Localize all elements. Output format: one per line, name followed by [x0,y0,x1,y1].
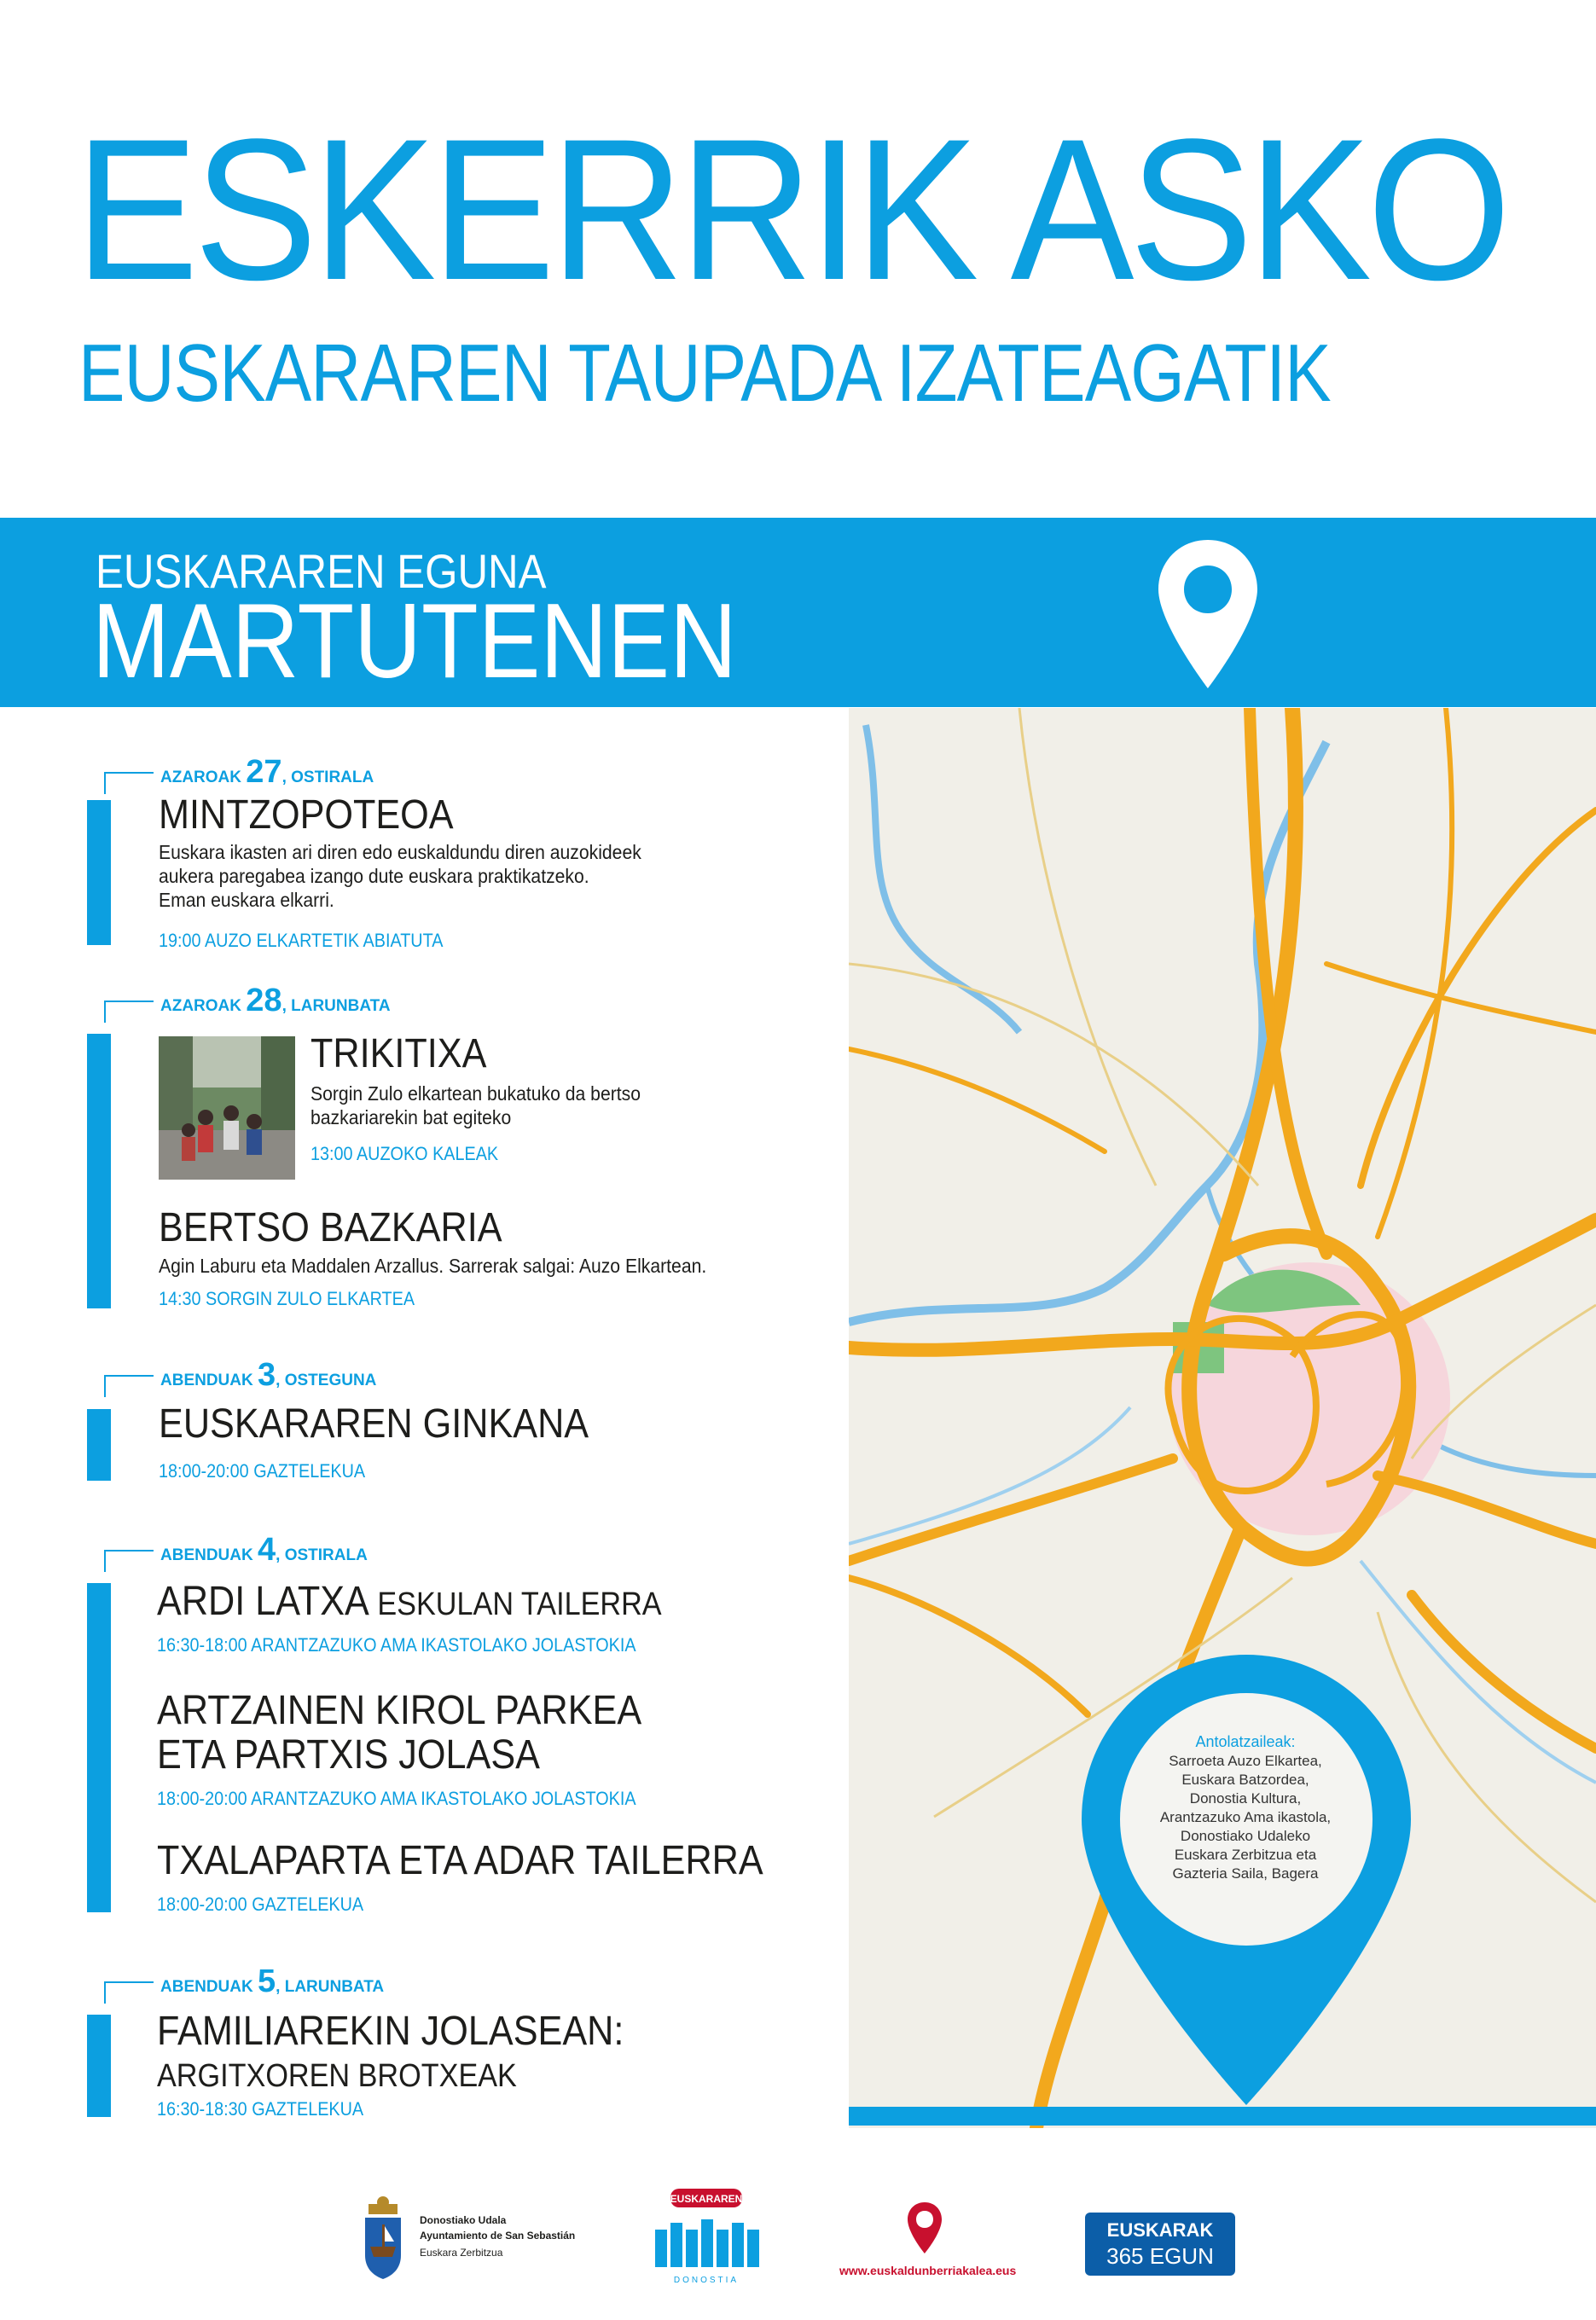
date-weekday: , LARUNBATA [281,997,391,1015]
location-pin-icon [906,2201,943,2255]
organizer-line: Arantzazuko Ama ikastola, [1159,1809,1332,1825]
website-logo [839,2201,1019,2286]
event-title: TRIKITIXA [310,1031,487,1076]
date-day: 3 [258,1357,276,1393]
event-time: 18:00-20:00 ARANTZAZUKO AMA IKASTOLAKO JOLASTOKIA [157,1788,636,1809]
logo-top-text: EUSKARAREN [670,2193,743,2205]
date-weekday: , OSTIRALA [281,768,374,786]
poster-title: ESKERRIK ASKO [75,97,1506,322]
event-time: 14:30 SORGIN ZULO ELKARTEA [159,1288,415,1309]
date-month: ABENDUAK [160,1978,253,1996]
euskarak-365-egun-badge [1085,2213,1235,2276]
event-time: 19:00 AUZO ELKARTETIK ABIATUTA [159,930,444,951]
event-date [160,983,391,1019]
badge-line-2: 365 EGUN [1106,2243,1214,2269]
trikitixa-photo [159,1036,295,1180]
event-bar [87,1409,111,1481]
council-name-eu: Donostiako Udala [420,2214,507,2226]
event-bar [87,1583,111,1912]
event-description-line: aukera paregabea izango dute euskara praktikatzeko. [159,865,589,887]
event-bar [87,1034,111,1308]
date-bracket [104,1981,154,2004]
event-banner [0,518,1596,707]
organizer-line: Gazteria Saila, Bagera [1172,1865,1319,1882]
date-day: 4 [258,1532,276,1568]
organizer-line: Euskara Batzordea, [1181,1772,1309,1788]
council-name-es: Ayuntamiento de San Sebastián [420,2230,576,2242]
date-bracket [104,1000,154,1023]
organizers-block [1126,1731,1365,1883]
council-logo [358,2195,580,2281]
event-time: 16:30-18:00 ARANTZAZUKO AMA IKASTOLAKO JOLASTOKIA [157,1634,636,1656]
organizer-line: Donostia Kultura, [1189,1790,1302,1807]
date-bracket [104,1375,154,1397]
event-time: 16:30-18:30 GAZTELEKUA [157,2098,364,2120]
council-service: Euskara Zerbitzua [420,2247,503,2259]
event-title [157,1580,662,1627]
event-title-suffix: ESKULAN TAILERRA [369,1586,662,1622]
event-description-line: Sorgin Zulo elkartean bukatuko da bertso [310,1082,641,1105]
date-weekday: , OSTIRALA [276,1546,368,1564]
event-description-line: Eman euskara elkarri. [159,889,334,911]
date-weekday: , LARUNBATA [276,1978,385,1996]
date-day: 5 [258,1963,276,1999]
map-bottom-border [849,2107,1596,2126]
event-date [160,1532,368,1569]
date-bracket [104,1550,154,1572]
date-day: 28 [246,983,282,1018]
event-description-line: bazkariarekin bat egiteko [310,1106,512,1128]
event-bar [87,2015,111,2117]
coat-of-arms-icon [358,2195,408,2281]
banner-line-1: EUSKARAREN EGUNA [96,544,547,598]
event-title: ARTZAINEN KIROL PARKEA [157,1688,642,1733]
date-weekday: , OSTEGUNA [276,1372,377,1389]
organizer-line: Euskara Zerbitzua eta [1174,1847,1317,1863]
website-url: www.euskaldunberriakalea.eus [839,2264,1017,2277]
organizer-line: Sarroeta Auzo Elkartea, [1169,1753,1322,1769]
euskararen-donostia-logo [647,2185,766,2288]
poster-subtitle: EUSKARAREN TAUPADA IZATEAGATIK [78,328,1331,419]
logo-bottom-text: DONOSTIA [673,2276,740,2285]
event-date [160,1963,384,2000]
date-month: ABENDUAK [160,1372,253,1389]
event-description-line: Euskara ikasten ari diren edo euskaldundu diren auzokideek [159,841,641,863]
footer-logos [0,2184,1596,2294]
event-title-line-2: ETA PARTXIS JOLASA [157,1732,540,1778]
event-title: TXALAPARTA ETA ADAR TAILERRA [157,1838,763,1883]
date-month: AZAROAK [160,997,241,1015]
organizers-label: Antolatzaileak: [1195,1733,1296,1750]
event-time: 18:00-20:00 GAZTELEKUA [157,1894,364,1915]
date-month: AZAROAK [160,768,241,786]
location-pin-icon [1153,535,1262,693]
event-description-line: Agin Laburu eta Maddalen Arzallus. Sarrerak salgai: Auzo Elkartean. [159,1255,707,1277]
event-title: EUSKARAREN GINKANA [159,1401,589,1447]
date-bracket [104,772,154,794]
event-title: MINTZOPOTEOA [159,792,454,838]
event-title: BERTSO BAZKARIA [159,1205,502,1250]
date-day: 27 [246,754,282,790]
event-date [160,754,374,791]
badge-line-1: EUSKARAK [1106,2219,1214,2241]
event-time: 18:00-20:00 GAZTELEKUA [159,1460,366,1482]
organizer-line: Donostiako Udaleko [1180,1828,1311,1844]
banner-line-2: MARTUTENEN [92,583,737,700]
euskararen-logo-graphic [647,2185,766,2288]
event-date [160,1357,376,1394]
event-bar [87,800,111,945]
event-title-main: ARDI LATXA [157,1579,369,1624]
event-time: 13:00 AUZOKO KALEAK [310,1143,499,1164]
date-month: ABENDUAK [160,1546,253,1564]
event-subtitle: ARGITXOREN BROTXEAK [157,2058,517,2094]
event-title: FAMILIAREKIN JOLASEAN: [157,2009,624,2054]
